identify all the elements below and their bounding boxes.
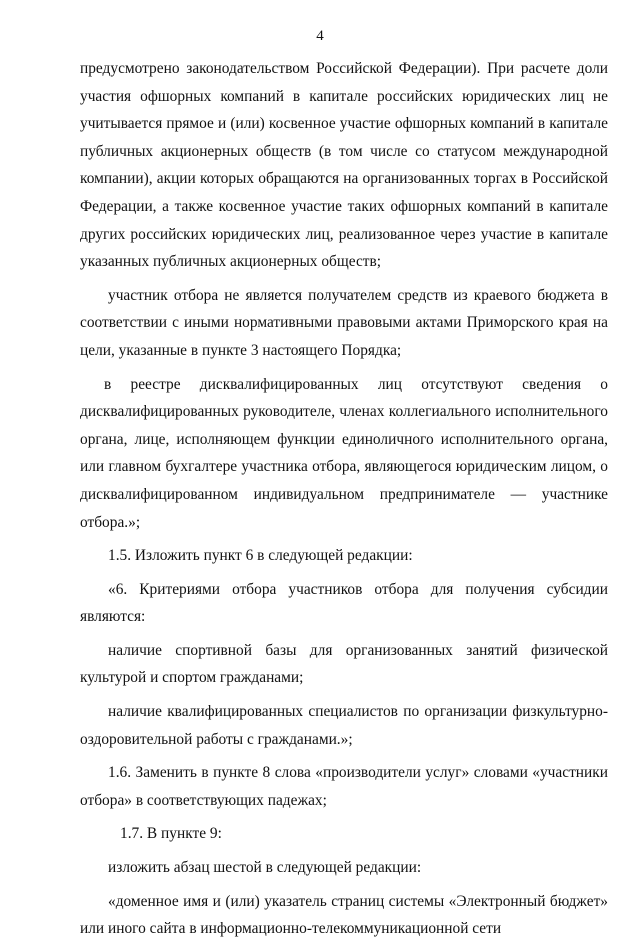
paragraph-sixth-paragraph-edit: изложить абзац шестой в следующей редакции: — [108, 859, 422, 877]
paragraph-no-budget-funds: участник отбора не является получателем средств из краевого бюджета в соответствии с иными нормативными правовыми актами Приморского края на цели, указанные в пункте 3 настоящего Порядка; — [80, 286, 608, 359]
paragraph-item-1-6: 1.6. Заменить в пункте 8 слова «производители услуг» словами «участники отбора» в соответствующих падежах; — [80, 764, 608, 809]
page-number: 4 — [316, 28, 324, 44]
paragraph-sports-base: наличие спортивной базы для организованных занятий физической культурой и спортом гражданами; — [80, 641, 608, 687]
paragraph-domain-name: «доменное имя и (или) указатель страниц системы «Электронный бюджет» или иного сайта в информационно-телекоммуникационной сети — [80, 892, 608, 938]
paragraph-item-1-5: 1.5. Изложить пункт 6 в следующей редакции: — [108, 547, 413, 565]
paragraph-offshore-participation: предусмотрено законодательством Российской Федерации). При расчете доли участия офшорных компаний в капитале российских юридических лиц не учитывается прямое и (или) косвенное участие офшорных компаний в капитале публичных акционерных обществ (в том числе со статусом международной компании), акции которых обращаются на организованных торгах в Российской Федерации, а также косвенное участие таких офшорных компаний в капитале других российских юридических лиц, реализованное через участие в капитале указанных публичных акционерных обществ; — [80, 60, 608, 271]
paragraph-item-1-7: 1.7. В пункте 9: — [120, 825, 222, 843]
paragraph-disqualified-registry: в реестре дисквалифицированных лиц отсутствуют сведения о дисквалифицированных руководителе, членах коллегиального исполнительного органа, лице, исполняющем функции единоличного исполнительного органа, или главном бухгалтере участника отбора, являющегося юридическим лицом, о дисквалифицированном индивидуальном предпринимателе — участнике отбора.»; — [80, 375, 608, 531]
paragraph-criteria-heading: «6. Критериями отбора участников отбора для получения субсидии являются: — [80, 580, 608, 626]
document-body — [80, 55, 608, 949]
paragraph-qualified-specialists: наличие квалифицированных специалистов по организации физкультурно-оздоровительной работы с гражданами.»; — [80, 703, 608, 748]
